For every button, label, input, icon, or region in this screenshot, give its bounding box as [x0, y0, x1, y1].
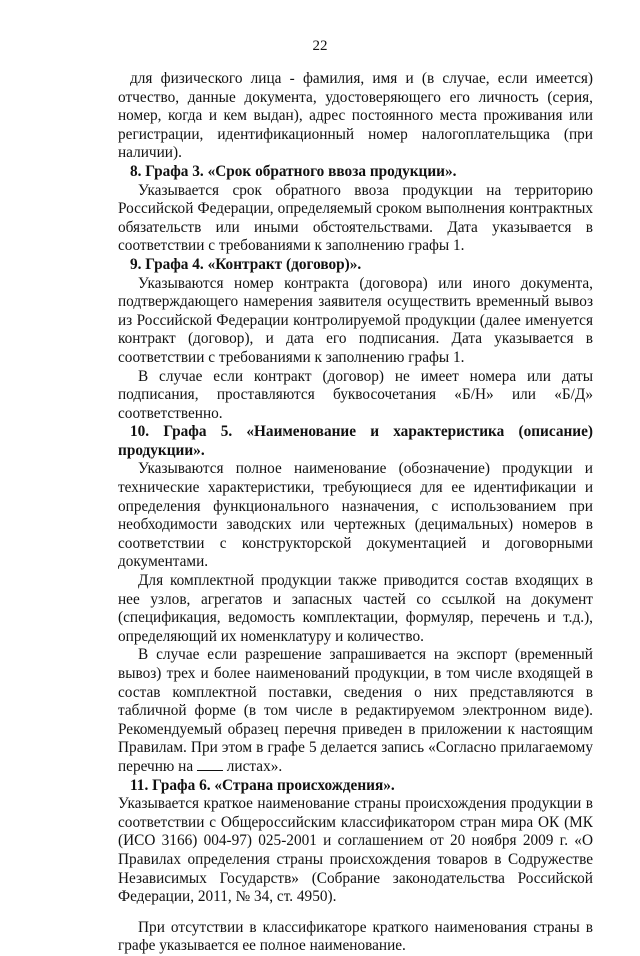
- heading-section-8-text: 8. Графа 3. «Срок обратного ввоза продукции».: [130, 162, 457, 180]
- heading-section-9-text: 9. Графа 4. «Контракт (договор)».: [130, 255, 362, 273]
- blank-line: [197, 758, 223, 771]
- paragraph-section-11-country: Указывается краткое наименование страны происхождения продукции в соответствии с Общероссийским классификатором стран мира ОК (МК (ИСО 3166) 004-97) 025-2001 и соглашением от 20 ноября 2009 г. «О Правилах определения страны происхождения товаров в Содружестве Независимых Государств» (Собрание законодательства Российской Федерации, 2011, № 34, ст. 4950).: [118, 795, 593, 906]
- heading-section-11: [118, 777, 593, 796]
- paragraph-section-10-complete: Для комплектной продукции также приводится состав входящих в нее узлов, агрегатов и запасных частей со ссылкой на документ (спецификация, ведомость комплектации, формуляр, перечень и т.д.), определяющий их номенклатуру и количество.: [118, 572, 593, 645]
- paragraph-section-11-full-name: При отсутствии в классификаторе краткого наименования страны в графе указывается ее полное наименование.: [118, 918, 593, 955]
- document-body: [118, 70, 593, 956]
- paragraph-section-10-list: [118, 646, 593, 776]
- heading-section-11-text: 11. Графа 6. «Страна происхождения».: [130, 776, 395, 794]
- paragraph-individual-details: для физического лица - фамилия, имя и (в случае, если имеется) отчество, данные документа, удостоверяющего его личность (серия, номер, когда и кем выдан), адрес постоянного места проживания или регистрации, идентификационный номер налогоплательщика (при наличии).: [118, 70, 593, 162]
- paragraph-section-10-list-text: В случае если разрешение запрашивается на экспорт (временный вывоз) трех и более наименований продукции, в том числе входящей в состав комплектной поставки, сведения о них представляются в табличной форме (в том числе в редактируемом электронном виде). Рекомендуемый образец перечня приведен в приложении к настоящим Правилам. При этом в графе 5 делается запись «Согласно прилагаемому перечню на: [118, 646, 593, 775]
- paragraph-section-10-name: Указываются полное наименование (обозначение) продукции и технические характеристики, требующиеся для ее идентификации и определения функционального назначения, с использованием при необходимости заводских или чертежных (децимальных) номеров в соответствии с конструкторской документацией и договорными документами.: [118, 460, 593, 571]
- paragraph-section-10-list-end: листах».: [226, 757, 283, 775]
- heading-section-8: [118, 163, 593, 182]
- paragraph-section-9-contract: Указываются номер контракта (договора) или иного документа, подтверждающего намерения заявителя осуществить временный вывоз из Российской Федерации контролируемой продукции (далее именуется контракт (договор), и дата его подписания. Дата указывается в соответствии с требованиями к заполнению графы 1.: [118, 274, 593, 366]
- heading-section-10-text: 10. Графа 5. «Наименование и характеристика (описание) продукции».: [118, 423, 593, 459]
- heading-section-10: [118, 423, 593, 460]
- heading-section-9: [118, 256, 593, 275]
- paragraph-section-8: Указывается срок обратного ввоза продукции на территорию Российской Федерации, определяемый сроком выполнения контрактных обязательств или иными обстоятельствами. Дата указывается в соответствии с требованиями к заполнению графы 1.: [118, 181, 593, 255]
- page-number: 22: [312, 38, 328, 54]
- paragraph-section-9-no-number: В случае если контракт (договор) не имеет номера или даты подписания, проставляются буквосочетания «Б/Н» или «Б/Д» соответственно.: [118, 367, 593, 422]
